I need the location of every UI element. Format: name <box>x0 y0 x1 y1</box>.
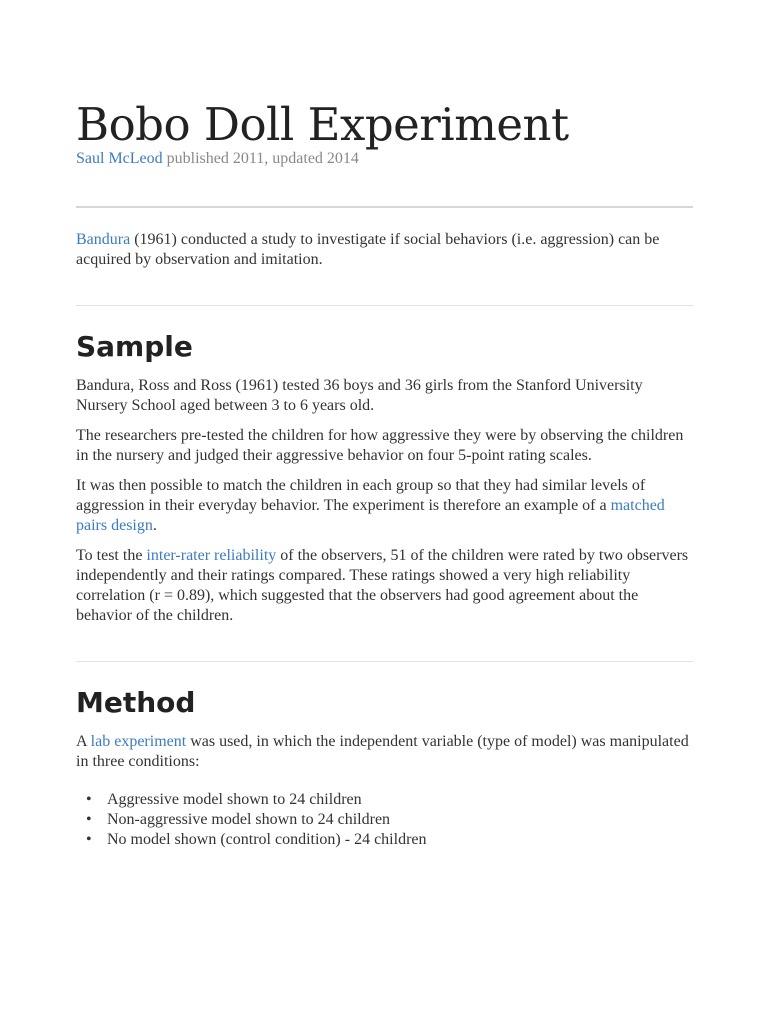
sample-paragraph-3 <box>76 476 693 536</box>
condition-text: Non-aggressive model shown to 24 children <box>107 811 391 828</box>
list-item <box>76 830 693 850</box>
section-heading-sample: Sample <box>76 330 193 363</box>
bullet-icon: • <box>86 811 92 828</box>
bullet-icon: • <box>86 791 92 808</box>
section-divider-method <box>76 661 693 662</box>
author-link[interactable]: Saul McLeod <box>76 150 163 167</box>
list-item <box>76 790 693 810</box>
header-divider <box>76 206 693 208</box>
inter-rater-reliability-link[interactable]: inter-rater reliability <box>146 547 277 564</box>
conditions-list <box>76 790 693 850</box>
intro-text: (1961) conducted a study to investigate if social behaviors (i.e. aggression) can be acquired by observation and imitation. <box>76 231 660 268</box>
sample-paragraph-2: The researchers pre-tested the children for how aggressive they were by observing the children in the nursery and judged their aggressive behavior on four 5-point rating scales. <box>76 427 684 464</box>
section-heading-method: Method <box>76 686 196 719</box>
intro-paragraph <box>76 230 693 270</box>
byline <box>76 150 359 168</box>
condition-text: Aggressive model shown to 24 children <box>107 791 362 808</box>
sample-paragraph-3-end: . <box>152 517 157 534</box>
method-paragraph-1-start: A <box>76 733 87 750</box>
sample-paragraph-4 <box>76 546 693 626</box>
sample-paragraph-1: Bandura, Ross and Ross (1961) tested 36 boys and 36 girls from the Stanford University Nursery School aged between 3 to 6 years old. <box>76 377 643 414</box>
bandura-link[interactable]: Bandura <box>76 231 131 248</box>
method-paragraph-1 <box>76 732 693 772</box>
sample-paragraph-3-text: It was then possible to match the children in each group so that they had similar levels of aggression in their everyday behavior. The experiment is therefore an example of a <box>76 477 646 514</box>
lab-experiment-link[interactable]: lab experiment <box>90 733 187 750</box>
list-item <box>76 810 693 830</box>
sample-paragraph-4-text: of the observers, 51 of the children were rated by two observers independently and their ratings compared. These ratings showed a very high reliability correlation (r = 0.89), which suggested that the observers had good agreement about the behavior of the children. <box>76 547 689 624</box>
section-divider-sample <box>76 305 693 306</box>
method-section <box>76 732 693 850</box>
bullet-icon: • <box>86 831 92 848</box>
sample-paragraph-4-start: To test the <box>76 547 143 564</box>
condition-text: No model shown (control condition) - 24 children <box>107 831 427 848</box>
sample-section <box>76 376 693 626</box>
matched-pairs-design-link[interactable]: matched pairs design <box>76 497 665 534</box>
page-title: Bobo Doll Experiment <box>76 98 569 151</box>
method-paragraph-1-text: was used, in which the independent variable (type of model) was manipulated in three conditions: <box>76 733 689 770</box>
publish-date: published 2011, updated 2014 <box>166 150 359 167</box>
